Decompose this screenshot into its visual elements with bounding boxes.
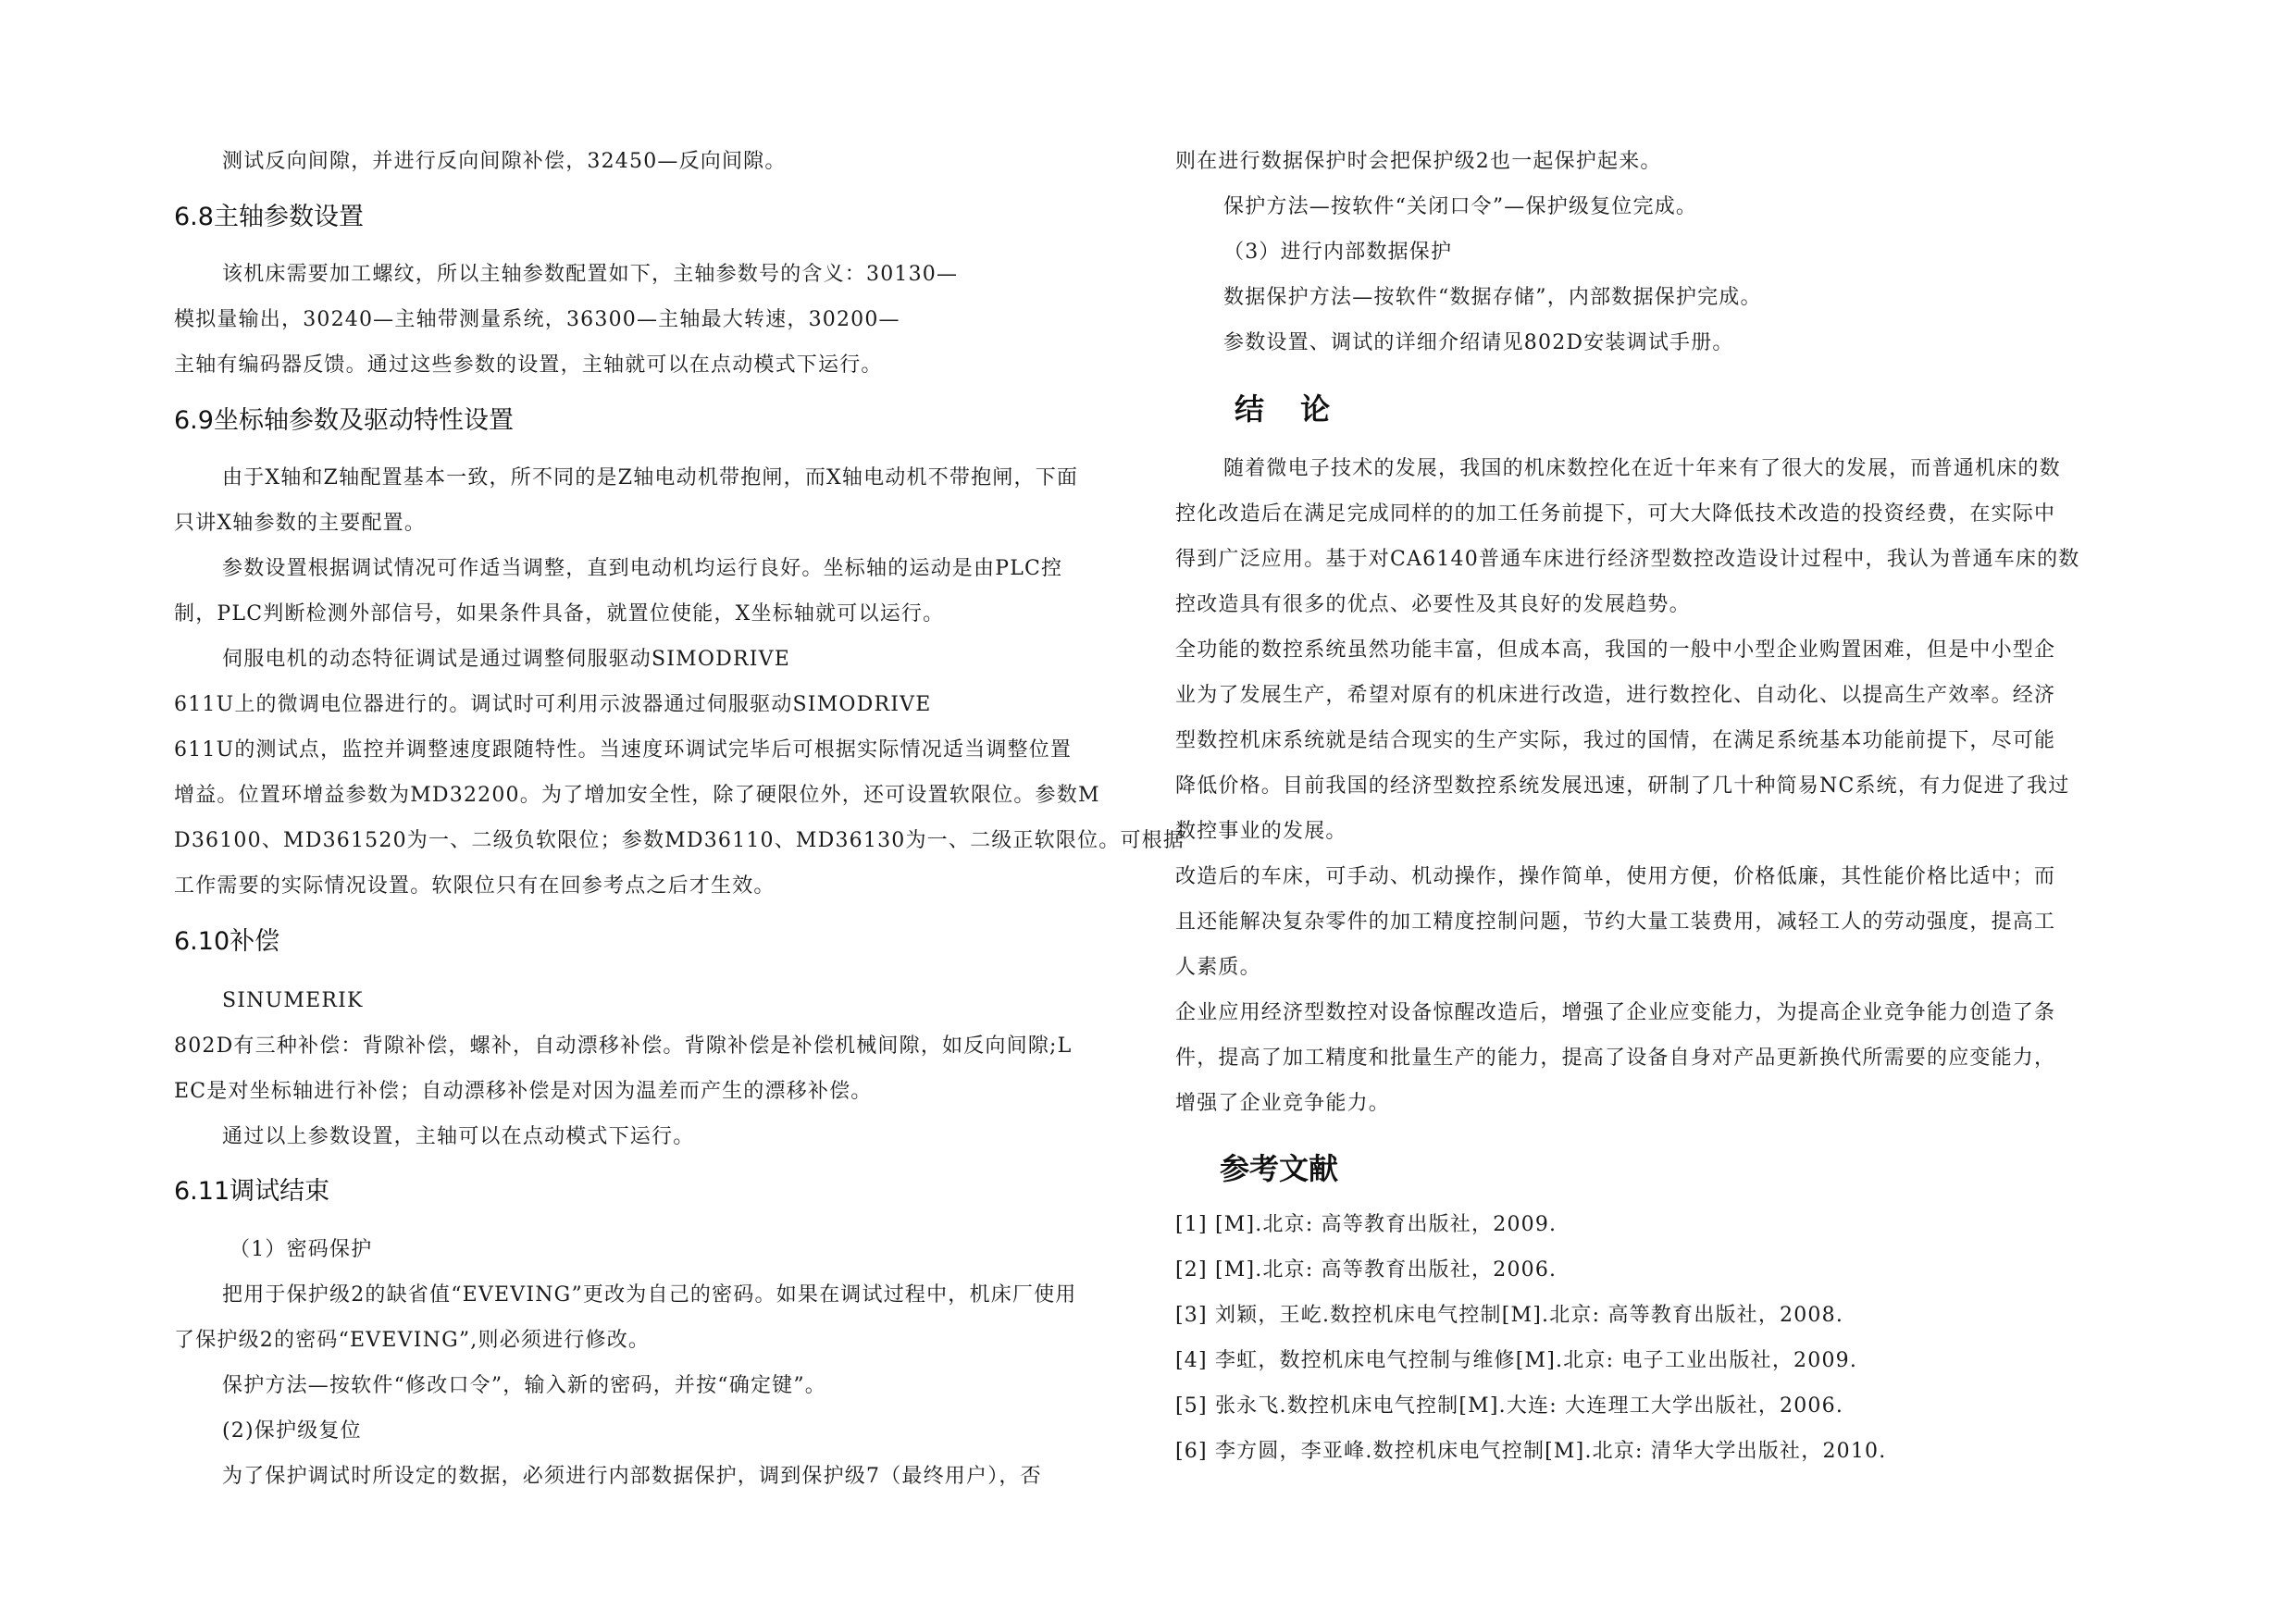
- paragraph-line: 随着微电子技术的发展，我国的机床数控化在近十年来有了很大的发展，而普通机床的数: [1223, 457, 2061, 480]
- reference-item: [5] 张永飞.数控机床电气控制[M].大连: 大连理工大学出版社，2006.: [1175, 1394, 1844, 1418]
- paragraph-line: 主轴有编码器反馈。通过这些参数的设置，主轴就可以在点动模式下运行。: [174, 353, 883, 377]
- paragraph-line: 测试反向间隙，并进行反向间隙补偿，32450—反向间隙。: [222, 150, 787, 173]
- paragraph-line: (2)保护级复位: [222, 1419, 362, 1443]
- paragraph-line: 了保护级2的密码“EVEVING”,则必须进行修改。: [174, 1329, 651, 1352]
- paragraph-line: 由于X轴和Z轴配置基本一致，所不同的是Z轴电动机带抱闸，而X轴电动机不带抱闸，下面: [222, 466, 1079, 489]
- paragraph-line: （1）密码保护: [230, 1238, 373, 1261]
- paragraph-line: 数据保护方法—按软件“数据存储”，内部数据保护完成。: [1223, 286, 1762, 309]
- paragraph-line: 工作需要的实际情况设置。软限位只有在回参考点之后才生效。: [174, 874, 776, 898]
- paragraph-line: 改造后的车床，可手动、机动操作，操作简单，使用方便，价格低廉，其性能价格比适中；而: [1175, 865, 2056, 888]
- paragraph-line: 增强了企业竞争能力。: [1175, 1092, 1391, 1115]
- paragraph-line: 611U上的微调电位器进行的。调试时可利用示波器通过伺服驱动SIMODRIVE: [174, 693, 932, 716]
- paragraph-line: 件，提高了加工精度和批量生产的能力，提高了设备自身对产品更新换代所需要的应变能力，: [1175, 1047, 2056, 1070]
- paragraph-line: 型数控机床系统就是结合现实的生产实际，我过的国情，在满足系统基本功能前提下，尽可能: [1175, 729, 2056, 752]
- paragraph-line: 把用于保护级2的缺省值“EVEVING”更改为自己的密码。如果在调试过程中，机床厂使用: [222, 1283, 1077, 1307]
- paragraph-line: 只讲X轴参数的主要配置。: [174, 512, 427, 535]
- section-heading-6-11: 6.11调试结束: [174, 1177, 330, 1206]
- paragraph-line: 业为了发展生产，希望对原有的机床进行改造，进行数控化、自动化、以提高生产效率。经济: [1175, 684, 2056, 707]
- paragraph-line: 参数设置根据调试情况可作适当调整，直到电动机均运行良好。坐标轴的运动是由PLC控: [222, 557, 1063, 580]
- paragraph-line: 控化改造后在满足完成同样的的加工任务前提下，可大大降低技术改造的投资经费，在实际中: [1175, 502, 2056, 526]
- reference-item: [6] 李方圆，李亚峰.数控机床电气控制[M].北京: 清华大学出版社，2010.: [1175, 1440, 1887, 1463]
- reference-item: [2] [M].北京: 高等教育出版社，2006.: [1175, 1258, 1558, 1282]
- conclusion-heading: 结 论: [1235, 391, 1344, 427]
- paragraph-line: 参数设置、调试的详细介绍请见802D安装调试手册。: [1223, 331, 1734, 354]
- paragraph-line: 则在进行数据保护时会把保护级2也一起保护起来。: [1175, 150, 1662, 173]
- paragraph-line: 增益。位置环增益参数为MD32200。为了增加安全性，除了硬限位外，还可设置软限位。参数M: [174, 784, 1100, 807]
- references-heading: 参考文献: [1220, 1151, 1339, 1186]
- paragraph-line: 802D有三种补偿：背隙补偿，螺补，自动漂移补偿。背隙补偿是补偿机械间隙，如反向间隙;L: [174, 1035, 1073, 1058]
- paragraph-line: 该机床需要加工螺纹，所以主轴参数配置如下，主轴参数号的含义：30130—: [222, 263, 959, 286]
- reference-item: [3] 刘颖，王屹.数控机床电气控制[M].北京: 高等教育出版社，2008.: [1175, 1304, 1844, 1327]
- paragraph-line: EC是对坐标轴进行补偿；自动漂移补偿是对因为温差而产生的漂移补偿。: [174, 1080, 873, 1103]
- paragraph-line: （3）进行内部数据保护: [1223, 241, 1453, 264]
- paragraph-line: 为了保护调试时所设定的数据，必须进行内部数据保护，调到保护级7（最终用户），否: [222, 1465, 1042, 1488]
- paragraph-line: 制，PLC判断检测外部信号，如果条件具备，就置位使能，X坐标轴就可以运行。: [174, 602, 945, 626]
- paragraph-line: 控改造具有很多的优点、必要性及其良好的发展趋势。: [1175, 593, 1691, 616]
- paragraph-line: 全功能的数控系统虽然功能丰富，但成本高，我国的一般中小型企业购置困难，但是中小型企: [1175, 638, 2056, 662]
- section-heading-6-9: 6.9坐标轴参数及驱动特性设置: [174, 406, 514, 435]
- paragraph-line: 数控事业的发展。: [1175, 820, 1347, 843]
- reference-item: [1] [M].北京: 高等教育出版社，2009.: [1175, 1213, 1558, 1236]
- paragraph-line: SINUMERIK: [222, 989, 364, 1012]
- paragraph-line: 企业应用经济型数控对设备惊醒改造后，增强了企业应变能力，为提高企业竞争能力创造了条: [1175, 1001, 2056, 1024]
- paragraph-line: 模拟量输出，30240—主轴带测量系统，36300—主轴最大转速，30200—: [174, 308, 900, 331]
- paragraph-line: 降低价格。目前我国的经济型数控系统发展迅速，研制了几十种简易NC系统，有力促进了我过: [1175, 774, 2070, 798]
- reference-item: [4] 李虹，数控机床电气控制与维修[M].北京: 电子工业出版社，2009.: [1175, 1349, 1858, 1372]
- section-heading-6-10: 6.10补偿: [174, 927, 280, 956]
- paragraph-line: 保护方法—按软件“关闭口令”—保护级复位完成。: [1223, 195, 1698, 218]
- section-heading-6-8: 6.8主轴参数设置: [174, 203, 364, 231]
- paragraph-line: 保护方法—按软件“修改口令”，输入新的密码，并按“确定键”。: [222, 1374, 826, 1397]
- paragraph-line: 通过以上参数设置，主轴可以在点动模式下运行。: [222, 1125, 695, 1148]
- paragraph-line: D36100、MD361520为一、二级负软限位；参数MD36110、MD36130为一、二级正软限位。可根据: [174, 829, 1185, 852]
- paragraph-line: 611U的测试点，监控并调整速度跟随特性。当速度环调试完毕后可根据实际情况适当调整位置: [174, 738, 1073, 762]
- paragraph-line: 伺服电机的动态特征调试是通过调整伺服驱动SIMODRIVE: [222, 648, 790, 671]
- paragraph-line: 人素质。: [1175, 956, 1261, 979]
- paragraph-line: 且还能解决复杂零件的加工精度控制问题，节约大量工装费用，减轻工人的劳动强度，提高工: [1175, 911, 2056, 934]
- paragraph-line: 得到广泛应用。基于对CA6140普通车床进行经济型数控改造设计过程中，我认为普通车床的数: [1175, 548, 2080, 571]
